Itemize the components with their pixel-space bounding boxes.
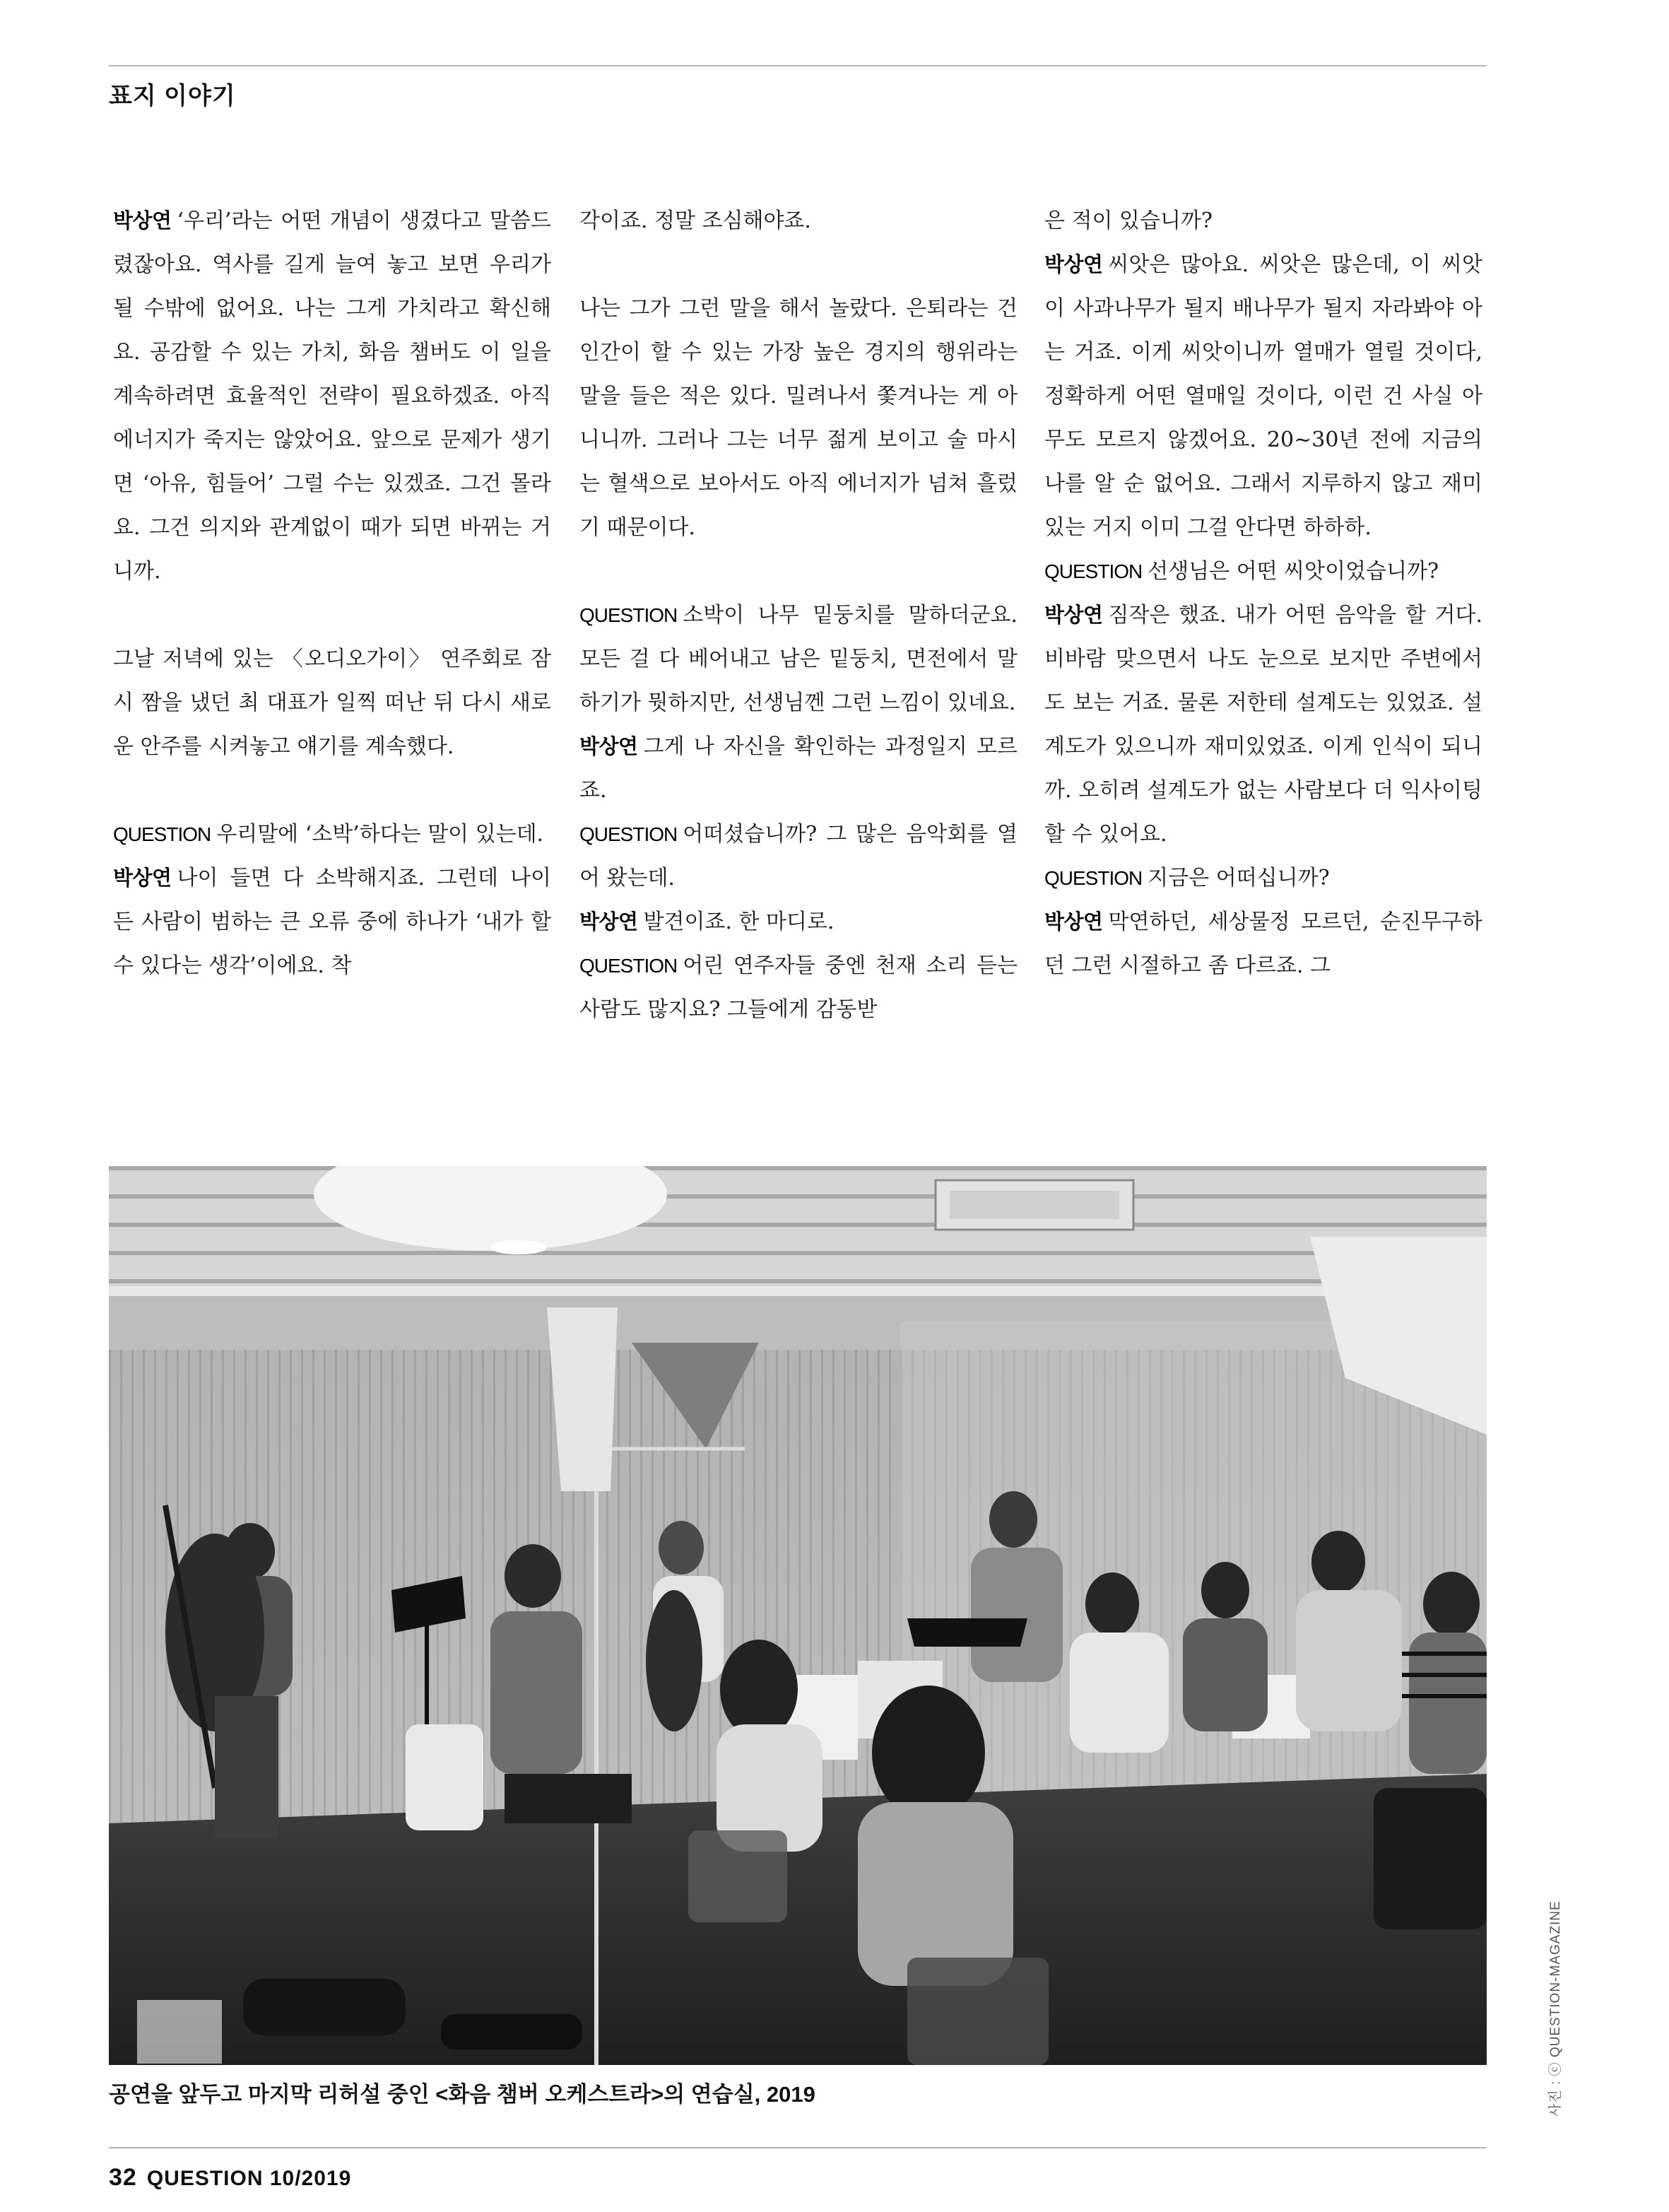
bottom-rule	[109, 2147, 1487, 2148]
paragraph	[113, 857, 551, 988]
issue-label: QUESTION 10/2019	[146, 2167, 352, 2190]
paragraph	[579, 594, 1018, 725]
text-column-2	[579, 199, 1018, 1032]
paragraph: 각이죠. 정말 조심해야죠.	[579, 208, 811, 233]
paragraph-text: ‘우리’라는 어떤 개념이 생겼다고 말씀드렸잖아요. 역사를 길게 늘여 놓고 보면 우리가 될 수밖에 없어요. 나는 그게 가치라고 확신해요. 공감할 수 있는 가치, 화음 챔버도 이 일을 계속하려면 효율적인 전략이 필요하겠죠. 아직 에너지가 죽지는 않았어요. 앞으로 문제가 생기면 ‘아유, 힘들어’ 그럴 수는 있겠죠. 그건 몰라요. 그건 의지와 관계없이 때가 되면 바뀌는 거니까.	[113, 208, 551, 584]
speaker-label: 박상연	[579, 911, 638, 934]
speaker-label: 박상연	[1044, 604, 1103, 627]
photo-caption: 공연을 앞두고 마지막 리허설 중인 <화음 챔버 오케스트라>의 연습실, 2019	[109, 2082, 815, 2107]
speaker-label: 박상연	[113, 210, 172, 233]
paragraph	[579, 944, 1018, 1032]
section-label: 표지 이야기	[109, 83, 236, 110]
paragraph-text: 짐작은 했죠. 내가 어떤 음악을 할 거다. 비바람 맞으면서 나도 눈으로 보지만 주변에서도 보는 거죠. 물론 저한테 설계도는 있었죠. 설계도가 있으니까 재미있었죠. 이게 인식이 되니까. 오히려 설계도가 없는 사람보다 더 익사이팅 할 수 있어요.	[1044, 603, 1482, 847]
paragraph-text: 씨앗은 많아요. 씨앗은 많은데, 이 씨앗이 사과나무가 될지 배나무가 될지 자라봐야 아는 거죠. 이게 씨앗이니까 열매가 열릴 것이다, 정확하게 어떤 열매일 것이다, 이런 건 사실 아무도 모르지 않겠어요. 20~30년 전에 지금의 나를 알 순 없어요. 그래서 지루하지 않고 재미있는 거지 이미 그걸 안다면 하하하.	[1044, 252, 1482, 540]
paragraph	[1044, 900, 1482, 988]
paragraph-text: 어린 연주자들 중엔 천재 소리 듣는 사람도 많지요? 그들에게 감동받	[579, 953, 1018, 1022]
paragraph	[113, 199, 551, 594]
speaker-label: 박상연	[113, 867, 172, 890]
paragraph-text: 나이 들면 다 소박해지죠. 그런데 나이 든 사람이 범하는 큰 오류 중에 하나가 ‘내가 할 수 있다는 생각’이에요. 착	[113, 866, 551, 978]
speaker-label: 박상연	[579, 736, 638, 758]
paragraph	[1044, 594, 1482, 857]
paragraph	[1044, 243, 1482, 550]
question-label: QUESTION	[579, 604, 678, 626]
folio	[109, 2164, 351, 2192]
paragraph-text: 지금은 어떠십니까?	[1148, 866, 1330, 890]
paragraph	[113, 813, 551, 857]
paragraph-text: 선생님은 어떤 씨앗이었습니까?	[1148, 559, 1439, 584]
text-column-3	[1044, 199, 1482, 988]
speaker-label: 박상연	[1044, 254, 1103, 276]
paragraph	[579, 813, 1018, 900]
paragraph	[1044, 550, 1482, 594]
text-column-1	[113, 199, 551, 988]
paragraph-text: 그게 나 자신을 확인하는 과정일지 모르죠.	[579, 734, 1018, 803]
paragraph-text: 소박이 나무 밑둥치를 말하더군요. 모든 걸 다 베어내고 남은 밑둥치, 면전에서 말하기가 뭣하지만, 선생님껜 그런 느낌이 있네요.	[579, 603, 1018, 715]
question-label: QUESTION	[1044, 560, 1143, 582]
top-rule	[109, 65, 1487, 66]
paragraph: 은 적이 있습니까?	[1044, 208, 1213, 233]
question-label: QUESTION	[1044, 867, 1143, 889]
paragraph	[579, 725, 1018, 813]
question-label: QUESTION	[113, 823, 211, 845]
paragraph	[579, 900, 1018, 944]
speaker-label: 박상연	[1044, 911, 1103, 934]
paragraph-text: 막연하던, 세상물정 모르던, 순진무구하던 그런 시절하고 좀 다르죠. 그	[1044, 910, 1482, 978]
rehearsal-photo	[109, 1166, 1487, 2065]
paragraph	[1044, 857, 1482, 900]
photo-credit: 사진 : ⓒ QUESTION-MAGAZINE	[1548, 1900, 1563, 2117]
paragraph: 나는 그가 그런 말을 해서 놀랐다. 은퇴라는 건 인간이 할 수 있는 가장 높은 경지의 행위라는 말을 들은 적은 있다. 밀려나서 쫓겨나는 게 아니니까. 그러나 그는 너무 젊게 보이고 술 마시는 혈색으로 보아서도 아직 에너지가 넘쳐 흘렀기 때문이다.	[579, 296, 1018, 540]
paragraph: 그날 저녁에 있는 〈오디오가이〉 연주회로 잠시 짬을 냈던 최 대표가 일찍 떠난 뒤 다시 새로운 안주를 시켜놓고 얘기를 계속했다.	[113, 647, 551, 759]
question-label: QUESTION	[579, 823, 678, 845]
paragraph-text: 발견이죠. 한 마디로.	[643, 910, 834, 934]
paragraph-text: 우리말에 ‘소박’하다는 말이 있는데.	[216, 822, 544, 847]
paragraph-text: 어떠셨습니까? 그 많은 음악회를 열어 왔는데.	[579, 822, 1018, 890]
page-number: 32	[109, 2164, 137, 2191]
question-label: QUESTION	[579, 955, 678, 977]
